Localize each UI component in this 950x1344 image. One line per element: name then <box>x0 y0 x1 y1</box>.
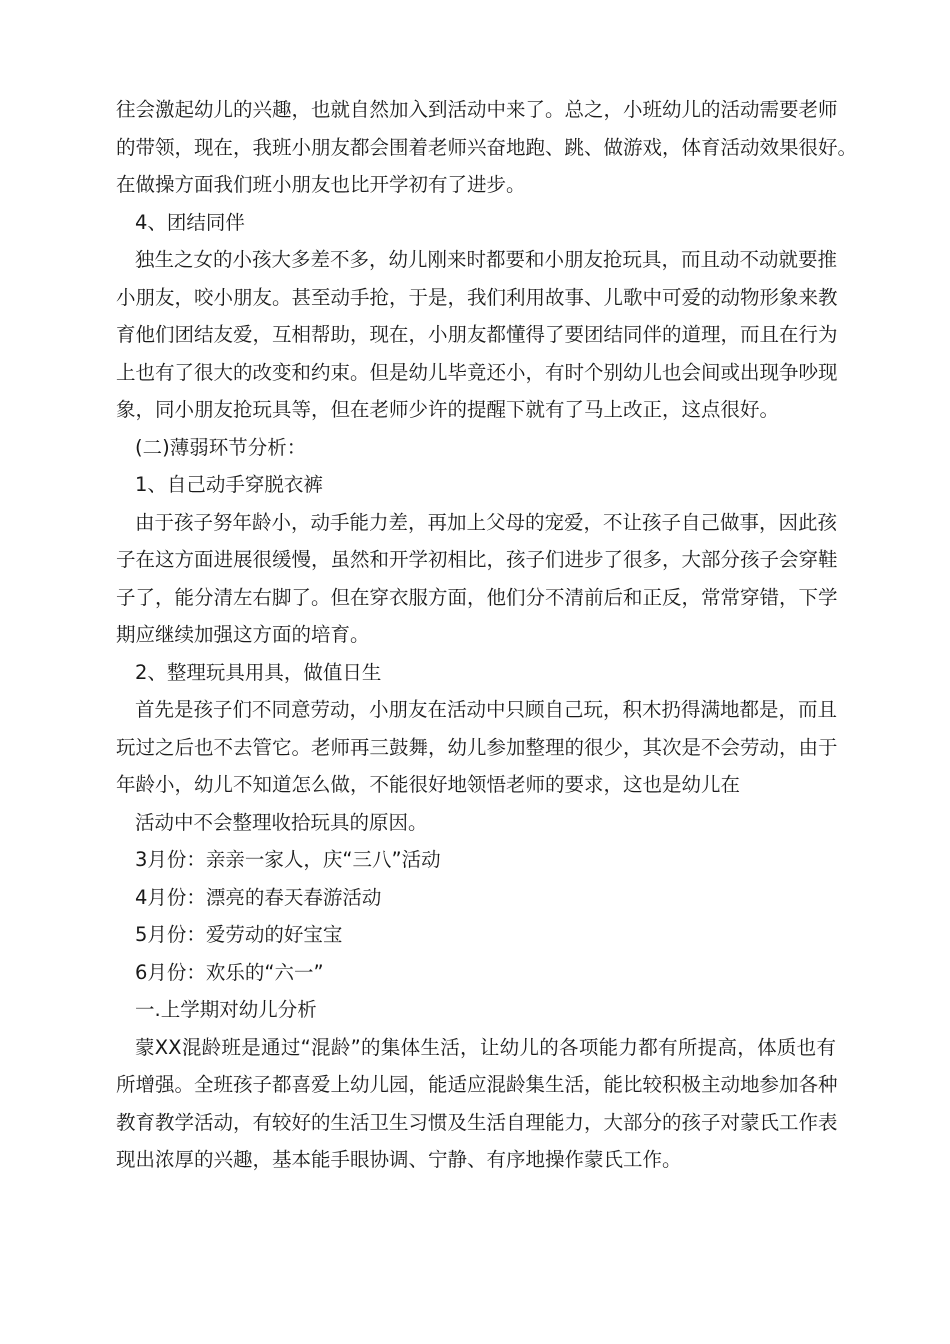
body-line: 首先是孩子们不同意劳动，小朋友在活动中只顾自己玩，积木扔得满地都是，而且 <box>135 698 838 721</box>
body-line: 的带领，现在，我班小朋友都会围着老师兴奋地跑、跳、做游戏，体育活动效果很好。 <box>116 136 858 159</box>
body-line: 所增强。全班孩子都喜爱上幼儿园，能适应混龄集生活，能比较积极主动地参加各种 <box>116 1073 838 1096</box>
body-line: 年龄小，幼儿不知道怎么做，不能很好地领悟老师的要求，这也是幼儿在 <box>116 773 741 796</box>
body-line: 教育教学活动，有较好的生活卫生习惯及生活自理能力，大部分的孩子对蒙氏工作表 <box>116 1111 838 1134</box>
month-item: 3月份：亲亲一家人，庆“三八”活动 <box>135 848 441 871</box>
month-item: 5月份：爱劳动的好宝宝 <box>135 923 343 946</box>
body-line: 育他们团结友爱，互相帮助，现在，小朋友都懂得了要团结同伴的道理，而且在行为 <box>116 323 838 346</box>
body-line: 活动中不会整理收拾玩具的原因。 <box>135 811 428 834</box>
body-line: 独生之女的小孩大多差不多，幼儿刚来时都要和小朋友抢玩具，而且动不动就要推 <box>135 248 838 271</box>
body-line: 现出浓厚的兴趣，基本能手眼协调、宁静、有序地操作蒙氏工作。 <box>116 1148 682 1171</box>
body-line: 在做操方面我们班小朋友也比开学初有了进步。 <box>116 173 526 196</box>
body-line: 由于孩子努年龄小，动手能力差，再加上父母的宠爱，不让孩子自己做事，因此孩 <box>135 511 838 534</box>
body-line: 期应继续加强这方面的培育。 <box>116 623 370 646</box>
body-line: 子在这方面进展很缓慢，虽然和开学初相比，孩子们进步了很多，大部分孩子会穿鞋 <box>116 548 838 571</box>
month-item: 4月份：漂亮的春天春游活动 <box>135 886 382 909</box>
section-heading: 2、整理玩具用具，做值日生 <box>135 661 382 684</box>
section-heading: 一.上学期对幼儿分析 <box>135 998 317 1021</box>
body-line: 子了，能分清左右脚了。但在穿衣服方面，他们分不清前后和正反，常常穿错，下学 <box>116 586 838 609</box>
body-line: 玩过之后也不去管它。老师再三鼓舞，幼儿参加整理的很少，其次是不会劳动，由于 <box>116 736 838 759</box>
body-line: 往会激起幼儿的兴趣，也就自然加入到活动中来了。总之，小班幼儿的活动需要老师 <box>116 98 838 121</box>
body-line: 小朋友，咬小朋友。甚至动手抢，于是，我们利用故事、儿歌中可爱的动物形象来教 <box>116 286 838 309</box>
section-heading: 4、团结同伴 <box>135 211 245 234</box>
body-line: 象，同小朋友抢玩具等，但在老师少许的提醒下就有了马上改正，这点很好。 <box>116 398 780 421</box>
body-line: 蒙XX混龄班是通过“混龄”的集体生活，让幼儿的各项能力都有所提高，体质也有 <box>135 1036 836 1059</box>
section-heading: 1、自己动手穿脱衣裤 <box>135 473 323 496</box>
body-line: 上也有了很大的改变和约束。但是幼儿毕竟还小，有时个别幼儿也会间或出现争吵现 <box>116 361 838 384</box>
section-heading: (二)薄弱环节分析： <box>135 436 307 459</box>
month-item: 6月份：欢乐的“六一” <box>135 961 324 984</box>
